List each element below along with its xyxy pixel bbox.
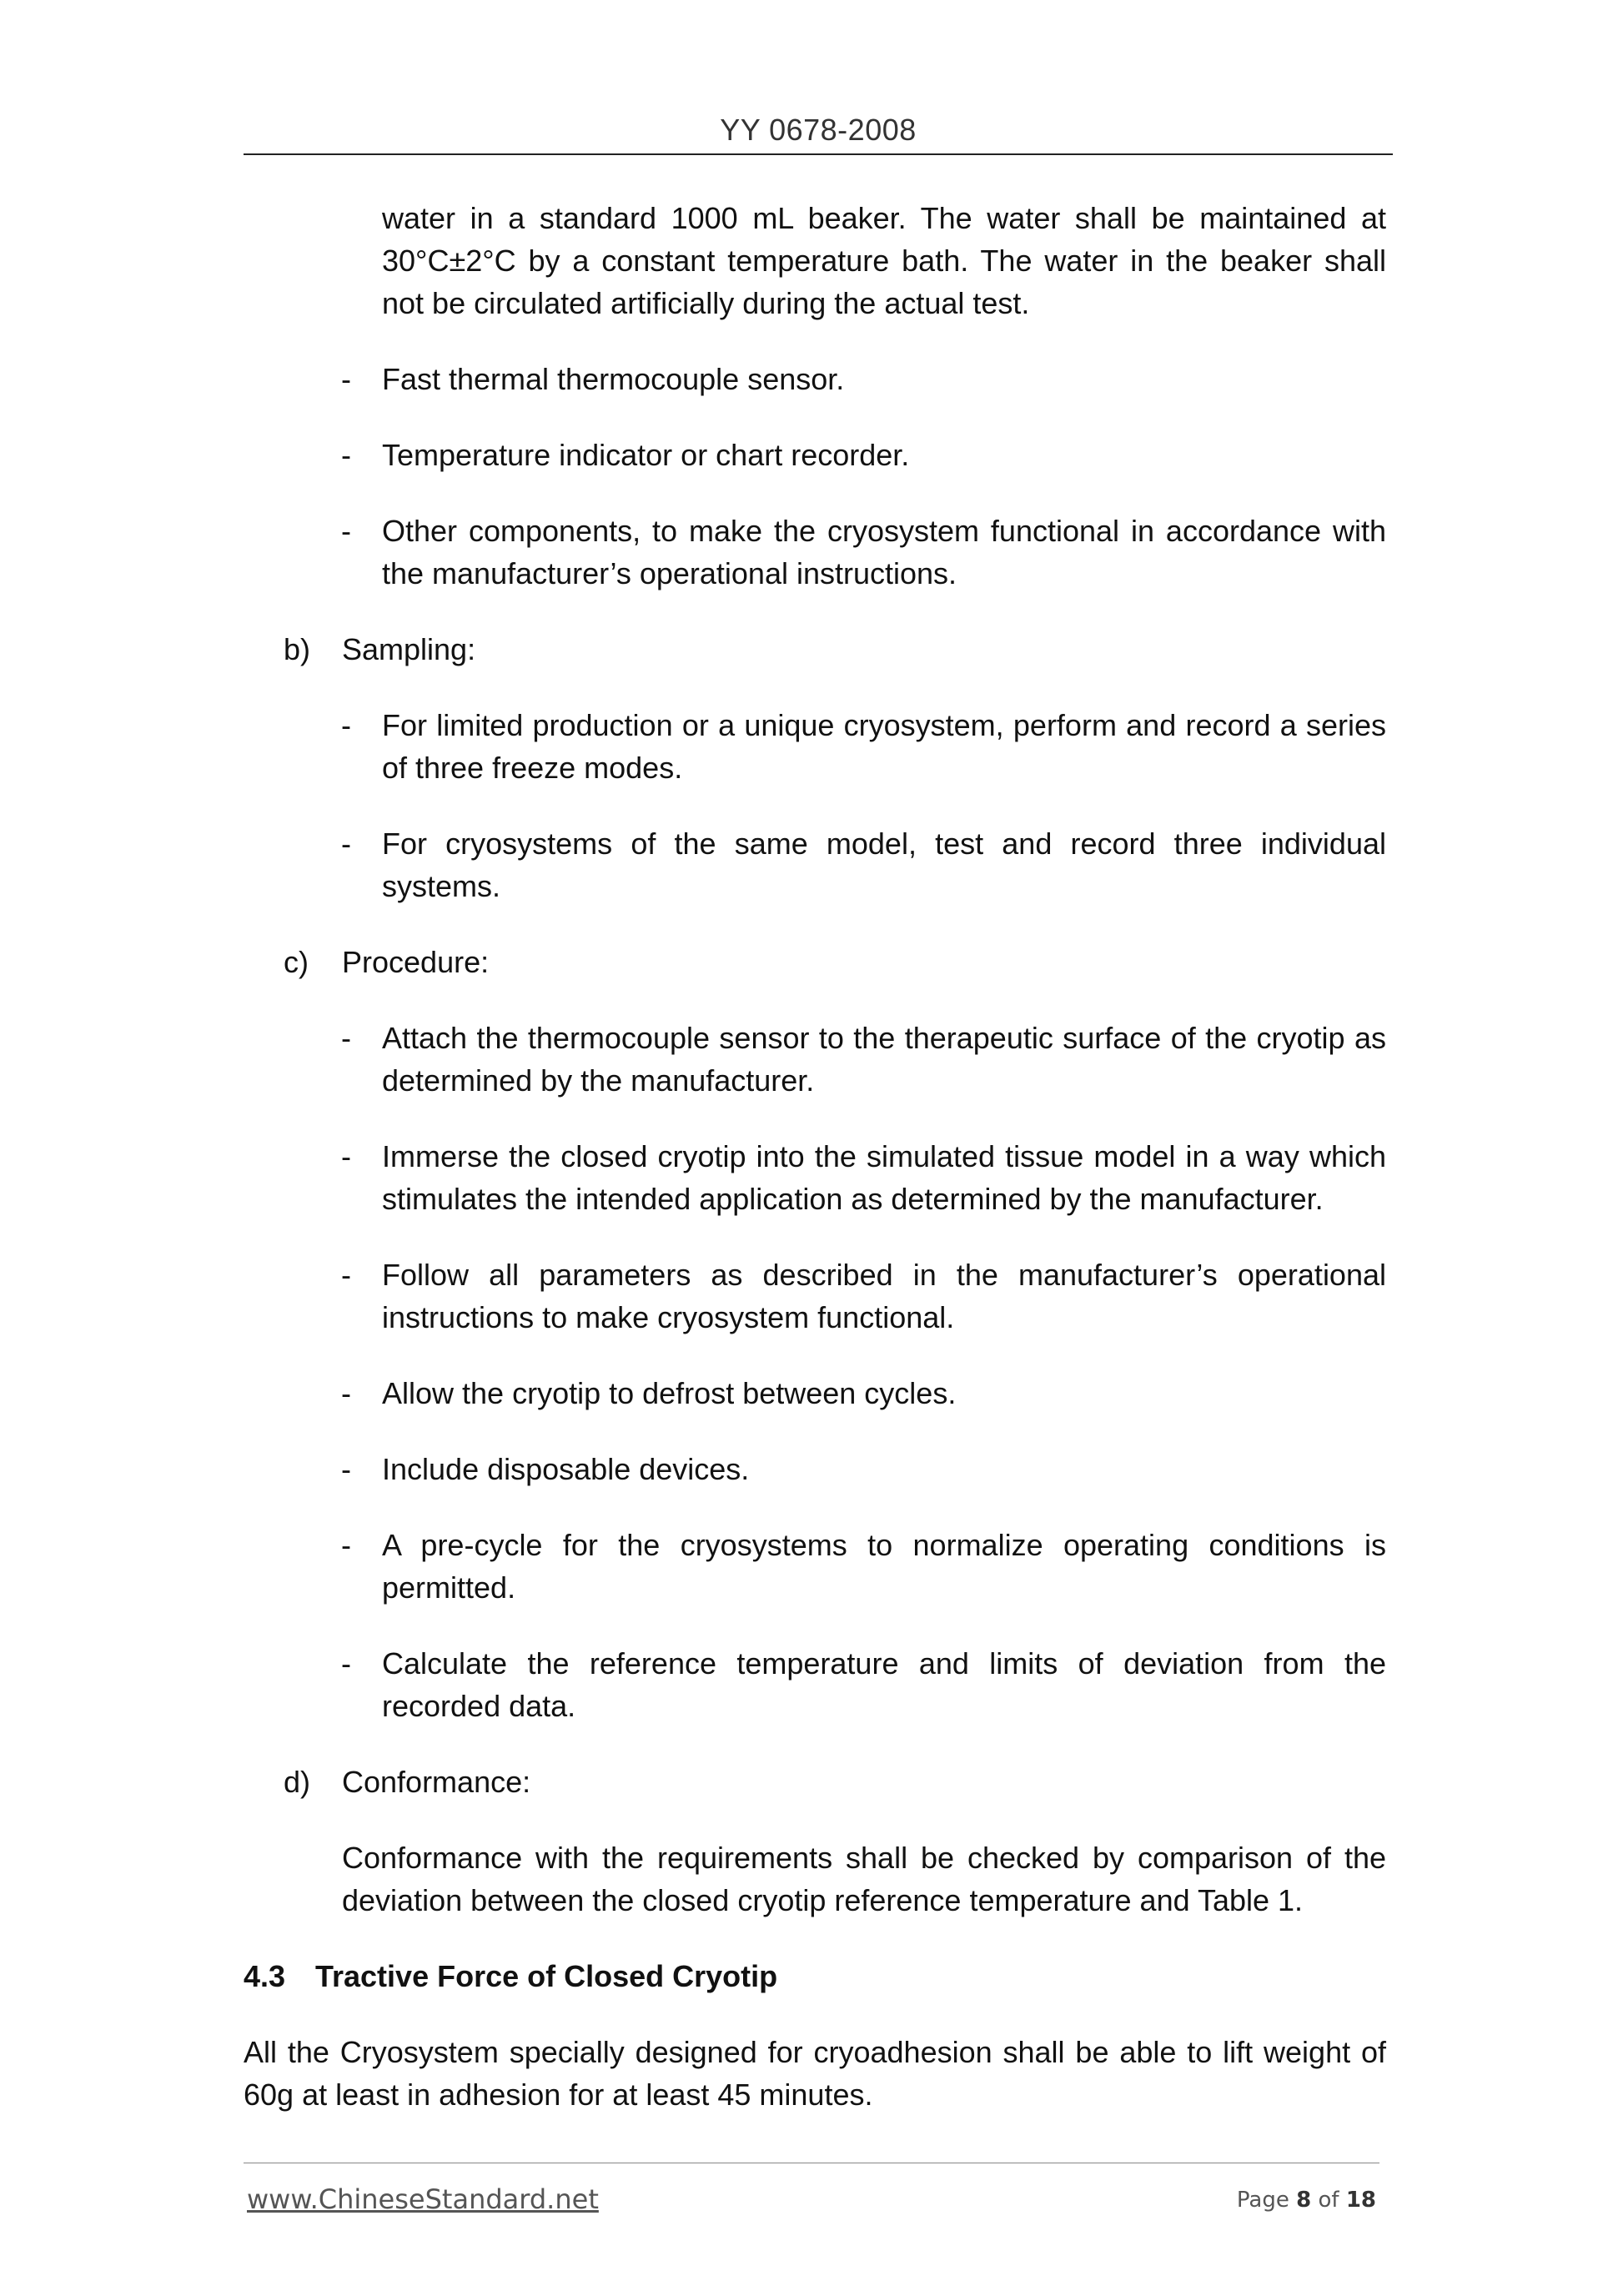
list-item bbox=[244, 434, 1386, 476]
page-current: 8 bbox=[1296, 2188, 1312, 2213]
item-label: Procedure: bbox=[342, 945, 490, 979]
bullet-dash: - bbox=[341, 826, 351, 861]
intro-paragraph: water in a standard 1000 mL beaker. The water shall be maintained at 30°C±2°C by a constant temperature bath. The water in the beaker shall not be circulated artificially during the actual test. bbox=[382, 201, 1386, 320]
bullet-dash: - bbox=[341, 438, 351, 472]
item-label: Conformance: bbox=[342, 1765, 531, 1799]
section-paragraph: All the Cryosystem specially designed for cryoadhesion shall be able to lift weight of 60g at least in adhesion for at least 45 minutes. bbox=[244, 2035, 1386, 2112]
bullet-text: Temperature indicator or chart recorder. bbox=[382, 438, 910, 472]
page-body bbox=[244, 197, 1386, 2116]
list-item bbox=[244, 1524, 1386, 1609]
bullet-text: Other components, to make the cryosystem functional in accordance with the manufacturer’s operational instructions. bbox=[382, 514, 1386, 590]
list-item bbox=[244, 358, 1386, 400]
bullet-dash: - bbox=[341, 1452, 351, 1486]
bullet-dash: - bbox=[341, 1528, 351, 1562]
bullet-dash: - bbox=[341, 514, 351, 548]
list-item bbox=[244, 1017, 1386, 1102]
bullet-text: Allow the cryotip to defrost between cycles. bbox=[382, 1376, 957, 1410]
page-prefix: Page bbox=[1236, 2188, 1289, 2213]
page-number bbox=[1237, 2188, 1376, 2213]
bullet-dash: - bbox=[341, 1376, 351, 1410]
section-title: Tractive Force of Closed Cryotip bbox=[315, 1959, 778, 1993]
item-marker: c) bbox=[284, 945, 309, 979]
list-item bbox=[244, 822, 1386, 907]
list-item bbox=[244, 704, 1386, 789]
section-heading bbox=[244, 1955, 1386, 1997]
bullet-text: Fast thermal thermocouple sensor. bbox=[382, 362, 845, 396]
website-link[interactable]: www.ChineseStandard.net bbox=[247, 2183, 599, 2215]
bullet-text: Calculate the reference temperature and limits of deviation from the recorded data. bbox=[382, 1646, 1386, 1723]
document-header-title: YY 0678-2008 bbox=[720, 113, 917, 147]
bullet-text: For limited production or a unique cryosystem, perform and record a series of three freeze modes. bbox=[382, 708, 1386, 785]
list-item bbox=[244, 1448, 1386, 1490]
item-marker: b) bbox=[284, 632, 311, 666]
page-total: 18 bbox=[1345, 2188, 1376, 2213]
conformance-paragraph: Conformance with the requirements shall be checked by comparison of the deviation between the closed cryotip reference temperature and Table 1. bbox=[342, 1841, 1386, 1917]
list-item bbox=[244, 1642, 1386, 1727]
list-item bbox=[244, 1135, 1386, 1220]
section-number: 4.3 bbox=[244, 1959, 286, 1993]
item-b-heading bbox=[244, 628, 1386, 671]
header-divider bbox=[244, 153, 1393, 155]
bullet-dash: - bbox=[341, 362, 351, 396]
list-item bbox=[244, 1372, 1386, 1414]
bullet-text: Follow all parameters as described in the manufacturer’s operational instructions to make cryosystem functional. bbox=[382, 1258, 1386, 1334]
list-item bbox=[244, 510, 1386, 595]
bullet-text: For cryosystems of the same model, test and record three individual systems. bbox=[382, 826, 1386, 903]
bullet-text: A pre-cycle for the cryosystems to normalize operating conditions is permitted. bbox=[382, 1528, 1386, 1605]
item-c-heading bbox=[244, 941, 1386, 983]
bullet-text: Include disposable devices. bbox=[382, 1452, 750, 1486]
bullet-dash: - bbox=[341, 1258, 351, 1292]
bullet-dash: - bbox=[341, 708, 351, 742]
item-marker: d) bbox=[284, 1765, 311, 1799]
item-d-heading bbox=[244, 1761, 1386, 1803]
page-of: of bbox=[1318, 2188, 1339, 2213]
bullet-dash: - bbox=[341, 1021, 351, 1055]
bullet-dash: - bbox=[341, 1646, 351, 1681]
bullet-text: Attach the thermocouple sensor to the therapeutic surface of the cryotip as determined by the manufacturer. bbox=[382, 1021, 1386, 1098]
list-item bbox=[244, 1254, 1386, 1339]
bullet-dash: - bbox=[341, 1139, 351, 1173]
item-label: Sampling: bbox=[342, 632, 476, 666]
bullet-text: Immerse the closed cryotip into the simulated tissue model in a way which stimulates the intended application as determined by the manufacturer. bbox=[382, 1139, 1386, 1216]
